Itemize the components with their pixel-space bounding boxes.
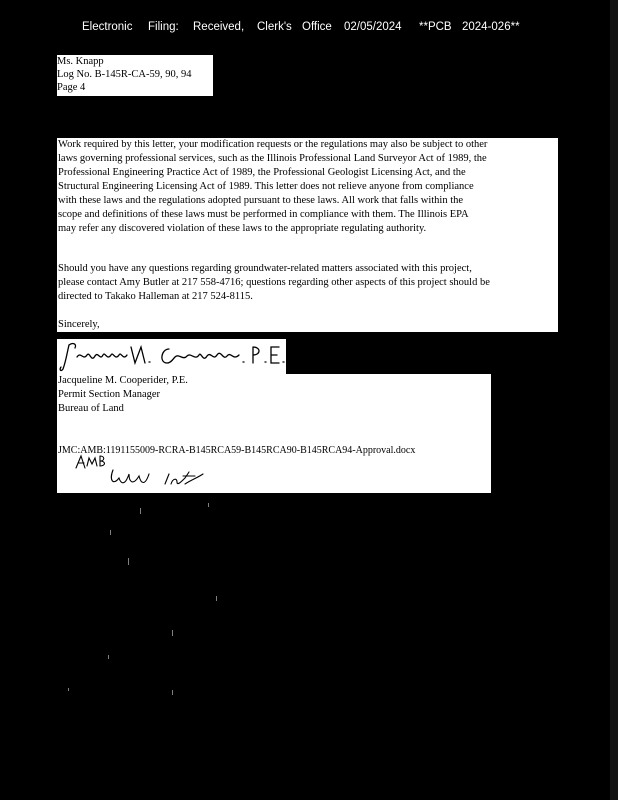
closing: Sincerely, [58,319,100,330]
text-line: scope and definitions of these laws must be performed in compliance with them. The Illinois EPA [58,209,469,220]
paragraph-contacts [58,262,490,304]
letterhead-block [57,55,213,96]
signature-image [57,339,286,375]
signer-bureau: Bureau of Land [58,403,124,414]
header-word: **PCB [419,21,452,33]
scan-speck [172,690,173,695]
text-line: Work required by this letter, your modification requests or the regulations may also be subject to other [58,139,488,150]
scan-speck [216,596,217,601]
header-word: Clerk's [257,21,292,33]
text-line: please contact Amy Butler at 217 558-4716; questions regarding other aspects of this project should be [58,277,490,288]
log-number: Log No. B-145R-CA-59, 90, 94 [57,69,192,80]
signer-title: Permit Section Manager [58,389,161,400]
text-line: directed to Takako Halleman at 217 524-8115. [58,291,253,302]
page-number: Page 4 [57,82,86,93]
signature-block [57,374,491,493]
text-line: Professional Engineering Practice Act of 1989, the Professional Geologist Licensing Act, and the [58,167,466,178]
reference-line: JMC:AMB:1191155009-RCRA-B145RCA59-B145RCA90-B145RCA94-Approval.docx [58,445,416,456]
header-word: Electronic [82,21,133,33]
header-word: Office [302,21,332,33]
text-line: Should you have any questions regarding groundwater-related matters associated with this project, [58,263,472,274]
text-line: Structural Engineering Licensing Act of 1989. This letter does not relieve anyone from compliance [58,181,474,192]
signer-name: Jacqueline M. Cooperider, P.E. [58,375,188,386]
header-word: Filing: [148,21,179,33]
scan-speck [140,508,141,514]
scan-speck [128,558,129,565]
header-word: 2024-026** [462,21,520,33]
header-word: Received, [193,21,245,33]
header-word: 02/05/2024 [344,21,402,33]
scan-speck [208,503,209,507]
letter-body [57,138,558,332]
filing-header [82,21,522,35]
page-edge [610,0,618,800]
text-line: laws governing professional services, such as the Illinois Professional Land Surveyor Act of 1989, the [58,153,487,164]
scan-speck [172,630,173,636]
text-line: with these laws and the regulations adopted pursuant to these laws. All work that falls within the [58,195,464,206]
scan-speck [110,530,111,535]
scan-speck [108,655,109,659]
scan-speck [68,688,69,691]
handwritten-initials [73,454,223,492]
recipient-name: Ms. Knapp [57,56,104,67]
text-line: may refer any discovered violation of these laws to the appropriate regulating authority. [58,223,427,234]
handwritten-signature [57,339,286,375]
paragraph-legal-notice [58,138,487,236]
